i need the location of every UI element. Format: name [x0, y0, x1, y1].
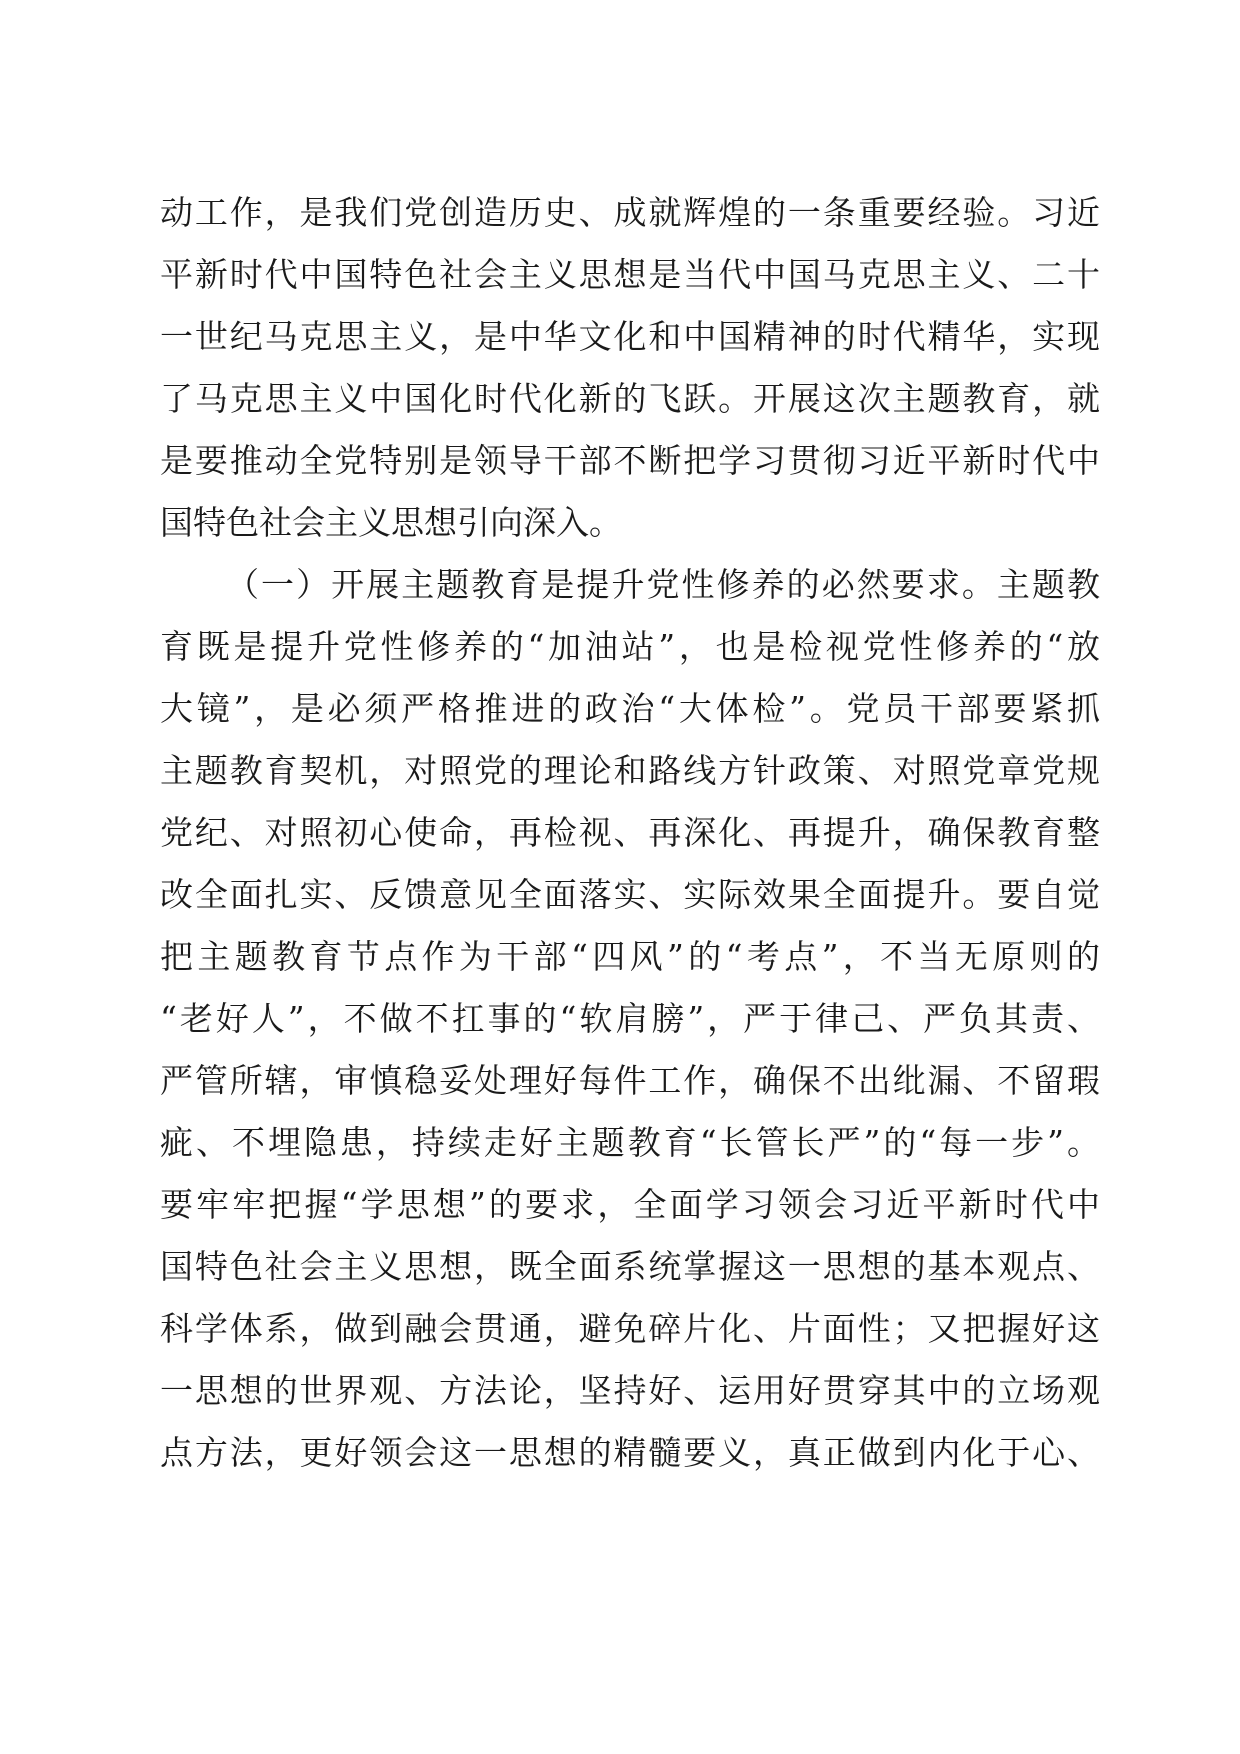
text-line: 育既是提升党性修养的“加油站”，也是检视党性修养的“放 — [160, 627, 1100, 666]
text-line: “老好人”，不做不扛事的“软肩膀”，严于律己、严负其责、 — [160, 999, 1100, 1038]
text-line: 改全面扎实、反馈意见全面落实、实际效果全面提升。要自觉 — [160, 875, 1100, 914]
text-line: 要牢牢把握“学思想”的要求，全面学习领会习近平新时代中 — [160, 1185, 1100, 1224]
text-line: 疵、不埋隐患，持续走好主题教育“长管长严”的“每一步”。 — [160, 1123, 1100, 1162]
text-line: 大镜”，是必须严格推进的政治“大体检”。党员干部要紧抓 — [160, 689, 1100, 728]
text-line: 党纪、对照初心使命，再检视、再深化、再提升，确保教育整 — [160, 813, 1100, 852]
text-line: 国特色社会主义思想，既全面系统掌握这一思想的基本观点、 — [160, 1247, 1100, 1286]
text-line: 主题教育契机，对照党的理论和路线方针政策、对照党章党规 — [160, 751, 1100, 790]
text-line: 了马克思主义中国化时代化新的飞跃。开展这次主题教育，就 — [160, 379, 1100, 418]
text-line: 动工作，是我们党创造历史、成就辉煌的一条重要经验。习近 — [160, 193, 1100, 232]
text-line: 科学体系，做到融会贯通，避免碎片化、片面性；又把握好这 — [160, 1309, 1100, 1348]
paragraph-2 — [160, 554, 1100, 1484]
text-line: 点方法，更好领会这一思想的精髓要义，真正做到内化于心、 — [160, 1433, 1100, 1472]
body-text — [160, 182, 1100, 1484]
text-line: 一世纪马克思主义，是中华文化和中国精神的时代精华，实现 — [160, 317, 1100, 356]
text-line: 一思想的世界观、方法论，坚持好、运用好贯穿其中的立场观 — [160, 1371, 1100, 1410]
text-line: 是要推动全党特别是领导干部不断把学习贯彻习近平新时代中 — [160, 441, 1100, 480]
text-line: 严管所辖，审慎稳妥处理好每件工作，确保不出纰漏、不留瑕 — [160, 1061, 1100, 1100]
text-line: 国特色社会主义思想引向深入。 — [160, 503, 622, 542]
text-line: （一）开展主题教育是提升党性修养的必然要求。主题教 — [226, 565, 1100, 604]
text-line: 把主题教育节点作为干部“四风”的“考点”，不当无原则的 — [160, 937, 1100, 976]
paragraph-1 — [160, 182, 1100, 554]
text-line: 平新时代中国特色社会主义思想是当代中国马克思主义、二十 — [160, 255, 1100, 294]
